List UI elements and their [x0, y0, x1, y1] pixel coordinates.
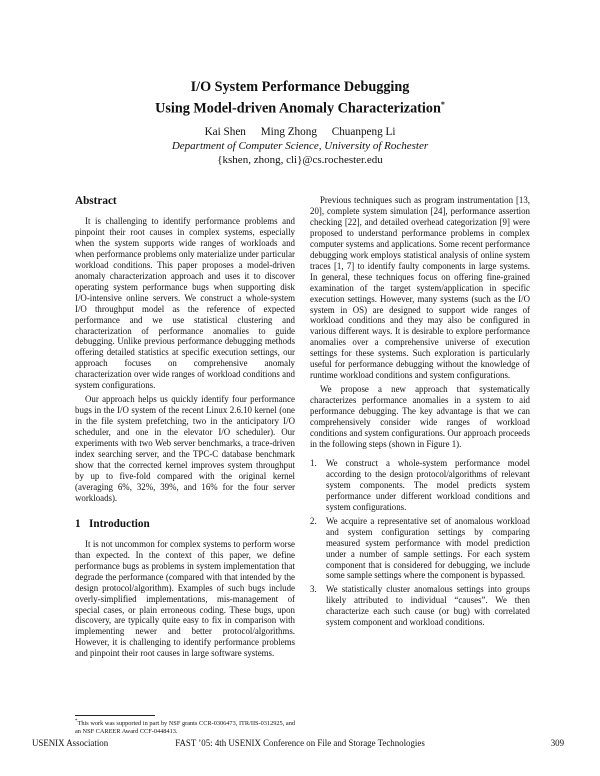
list-item-number: 1.	[310, 457, 317, 468]
footnote	[75, 718, 295, 736]
list-item-number: 3.	[310, 584, 317, 595]
right-column	[310, 195, 530, 631]
list-item-text: We acquire a representative set of anomalous workload and system configuration settings by comparing measured system performance with model prediction under a number of sample settings. For each system component that is considered for debugging, we include some sample settings where the component is bypassed.	[326, 515, 530, 581]
footnote-text: This work was supported in part by NSF grants CCR-0306473, ITR/IIS-0312925, and an NSF CAREER Award CCF-0448413.	[75, 720, 295, 736]
footer-conference: FAST ’05: 4th USENIX Conference on File and Storage Technologies	[175, 738, 425, 748]
abstract-heading: Abstract	[75, 195, 117, 207]
introduction-heading	[75, 518, 295, 531]
list-item-number: 2.	[310, 515, 317, 526]
author-name: Kai Shen	[204, 126, 246, 138]
list-item	[310, 516, 530, 582]
author-name: Ming Zhong	[260, 126, 317, 138]
list-item-text: We statistically cluster anomalous settings into groups likely attributed to individual “causes”. We then characterize each such cause (or bug) with correlated system component and workload conditions.	[326, 584, 530, 628]
introduction-paragraph-2: Previous techniques such as program instrumentation [13, 20], complete system simulation [24], performance assertion checking [22], and detailed overhead categorization [9] were proposed to understand performance problems in complex computer systems and applications. Some recent performance debugging work employs statistical analysis of online system traces [1, 7] to identify faulty components in large systems. In general, these techniques focus on offering fine-grained examination of the target system/application in specific execution settings. However, many systems (such as the I/O system in OS) are designed to support wide ranges of workload conditions and they may also be configured in various different ways. It is desirable to explore performance anomalies over a comprehensive universe of execution settings for these systems. Such exploration is particularly useful for performance debugging without the knowledge of runtime workload conditions and system configurations.	[310, 195, 530, 381]
footnote-mark: *	[75, 719, 78, 724]
introduction-paragraph-3: We propose a new approach that systematically characterizes performance anomalies in a system to aid performance debugging. The key advantage is that we can comprehensively consider wide ranges of workload conditions and system configurations. Our approach proceeds in the following steps (shown in Figure 1).	[310, 384, 530, 449]
title-footnote-mark: *	[440, 100, 445, 109]
section-title: Introduction	[89, 517, 150, 530]
paper-title-line-2	[0, 96, 600, 118]
paper-title-line-1: I/O System Performance Debugging	[190, 79, 410, 95]
introduction-paragraph-1: It is not uncommon for complex systems to perform worse than expected. In the context of this paper, we define performance bugs as problems in system implementation that degrade the performance (compared with that intended by the design protocol/algorithm). Examples of such bugs include overly-simplified implementations, mis-management of special cases, or plain erroneous coding. These bugs, upon discovery, are typically quite easy to fix in comparison with implementing newer and better protocol/algorithms. However, it is challenging to identify performance problems and pinpoint their root causes in large software systems.	[75, 538, 295, 659]
abstract-paragraph-2: Our approach helps us quickly identify four performance bugs in the I/O system of the recent Linux 2.6.10 kernel (one in the file system prefetching, two in the anticipatory I/O scheduler, and one in the elevator I/O scheduler). Our experiments with two Web server benchmarks, a trace-driven index searching server, and the TPC-C database benchmark show that the corrected kernel improves system throughput by up to five-fold compared with the original kernel (averaging 6%, 32%, 39%, and 16% for the four server workloads).	[75, 394, 295, 503]
paper-title-line-2-text: Using Model-driven Anomaly Characterization	[155, 100, 441, 117]
author-email: {kshen, zhong, cli}@cs.rochester.edu	[217, 154, 383, 166]
footer-association: USENIX Association	[32, 738, 109, 748]
abstract-paragraph-1: It is challenging to identify performance problems and pinpoint their root causes in complex systems, especially when the system supports wide ranges of workloads and when performance problems only materialize under particular workload conditions. This paper proposes a model-driven anomaly characterization approach and uses it to discover operating system performance bugs when supporting disk I/O-intensive online servers. We construct a whole-system I/O throughput model as the reference of expected performance and we use statistical clustering and characterization of performance anomalies to guide debugging. Unlike previous performance debugging methods offering detailed statistics at specific execution settings, our approach focuses on comprehensive anomaly characterization over wide ranges of workload conditions and system configurations.	[75, 216, 295, 391]
list-item	[310, 584, 530, 628]
list-item	[310, 458, 530, 513]
approach-steps-list	[310, 458, 530, 628]
section-number: 1	[75, 517, 81, 530]
author-name: Chuanpeng Li	[331, 126, 396, 138]
left-column	[75, 195, 295, 659]
author-affiliation: Department of Computer Science, University of Rochester	[171, 140, 429, 152]
footnote-divider	[75, 715, 155, 716]
list-item-text: We construct a whole-system performance model according to the design protocol/algorithms of relevant system components. The model predicts system performance under different workload conditions and system configurations.	[326, 457, 530, 512]
footer-page-number: 309	[550, 738, 564, 748]
author-list	[0, 125, 600, 139]
